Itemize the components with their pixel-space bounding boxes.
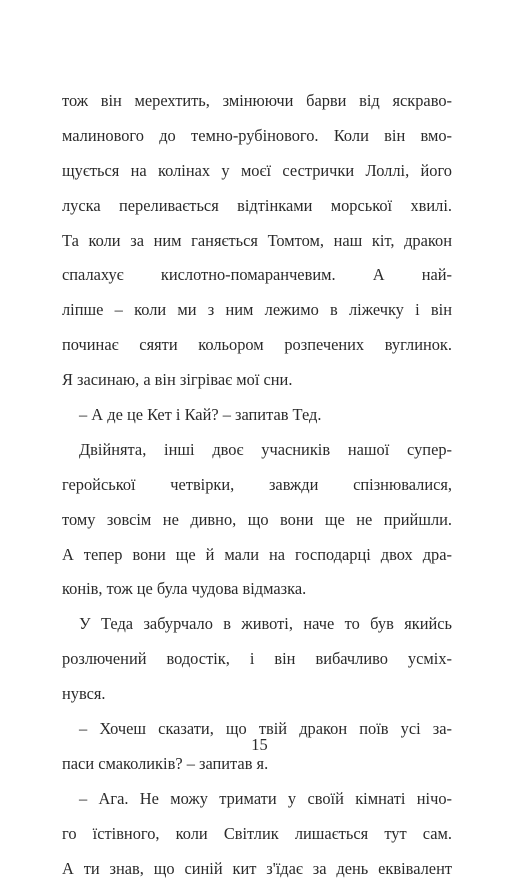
text-line: Двійнята, інші двоє учасників нашої супер- xyxy=(79,439,452,459)
text-line: – Ага. Не можу тримати у своїй кімнаті нічо- xyxy=(79,788,452,808)
text-line: починає сяяти кольором розпечених вуглинок. xyxy=(62,335,452,355)
text-line: – А де це Кет і Кай? – запитав Тед. xyxy=(79,405,322,425)
text-line: ліпше – коли ми з ним лежимо в ліжечку і він xyxy=(62,300,452,320)
text-line: А тепер вони ще й мали на господарці двох дра- xyxy=(62,544,452,564)
text-line: малинового до темно-рубінового. Коли він вмо- xyxy=(62,125,452,145)
page-number: 15 xyxy=(251,735,268,754)
text-line: У Теда забурчало в животі, наче то був якийсь xyxy=(79,614,452,634)
text-line: щується на колінах у моєї сестрички Лоллі, його xyxy=(62,160,452,180)
text-line: А ти знав, що синій кит з'їдає за день еквівалент xyxy=(62,858,452,878)
text-line: нувся. xyxy=(62,684,106,704)
text-line: го їстівного, коли Світлик лишається тут сам. xyxy=(62,823,452,843)
text-line: спалахує кислотно-помаранчевим. А най- xyxy=(62,265,452,285)
text-line: луска переливається відтінками морської хвилі. xyxy=(62,195,452,215)
body-text xyxy=(62,84,452,886)
text-line: – Хочеш сказати, що твій дракон поїв усі за- xyxy=(79,719,452,739)
text-line: Та коли за ним ганяється Томтом, наш кіт, дракон xyxy=(62,230,452,250)
text-line: паси смаколиків? – запитав я. xyxy=(62,753,269,773)
text-line: конів, тож це була чудова відмазка. xyxy=(62,579,307,599)
text-line: тож він мерехтить, змінюючи барви від яскраво- xyxy=(62,91,452,110)
text-line: розлючений водостік, і він вибачливо усміх- xyxy=(62,649,452,669)
text-line: Я засинаю, а він зігріває мої сни. xyxy=(62,370,293,390)
text-line: геройської четвірки, завжди спізнювалися, xyxy=(62,474,452,494)
text-line: тому зовсім не дивно, що вони ще не прийшли. xyxy=(62,509,452,529)
